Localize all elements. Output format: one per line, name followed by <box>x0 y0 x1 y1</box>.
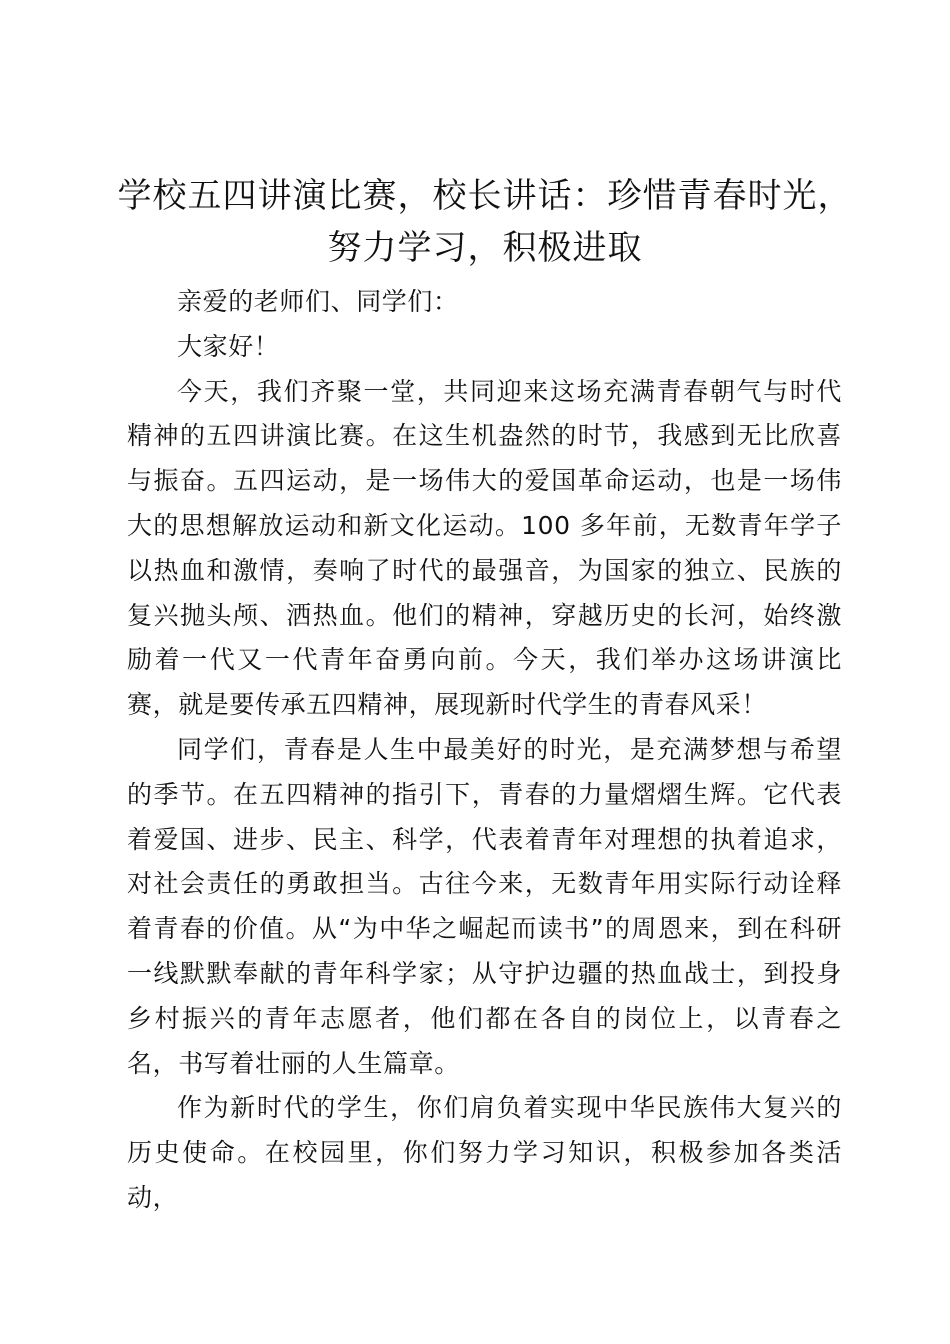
paragraph: 今天，我们齐聚一堂，共同迎来这场充满青春朝气与时代精神的五四讲演比赛。在这生机盎然的时节，我感到无比欣喜与振奋。五四运动，是一场伟大的爱国革命运动，也是一场伟大的思想解放运动和新文化运动。100 多年前，无数青年学子以热血和激情，奏响了时代的最强音，为国家的独立、民族的复兴抛头颅、洒热血。他们的精神，穿越历史的长河，始终激励着一代又一代青年奋勇向前。今天，我们举办这场讲演比赛，就是要传承五四精神，展现新时代学生的青春风采！ <box>127 376 842 720</box>
document-title-line-2: 努力学习，积极进取 <box>327 228 643 268</box>
paragraph: 同学们，青春是人生中最美好的时光，是充满梦想与希望的季节。在五四精神的指引下，青春的力量熠熠生辉。它代表着爱国、进步、民主、科学，代表着青年对理想的执着追求，对社会责任的勇敢担当。古往今来，无数青年用实际行动诠释着青春的价值。从“为中华之崛起而读书”的周恩来，到在科研一线默默奉献的青年科学家；从守护边疆的热血战士，到投身乡村振兴的青年志愿者，他们都在各自的岗位上，以青春之名，书写着壮丽的人生篇章。 <box>127 734 842 1078</box>
paragraph: 作为新时代的学生，你们肩负着实现中华民族伟大复兴的历史使命。在校园里，你们努力学习知识，积极参加各类活动， <box>127 1093 842 1212</box>
document-title-line-1: 学校五四讲演比赛，校长讲话：珍惜青春时光， <box>117 176 853 216</box>
greeting: 大家好！ <box>177 331 280 361</box>
document-body <box>127 280 842 1221</box>
salutation: 亲爱的老师们、同学们： <box>177 287 459 316</box>
